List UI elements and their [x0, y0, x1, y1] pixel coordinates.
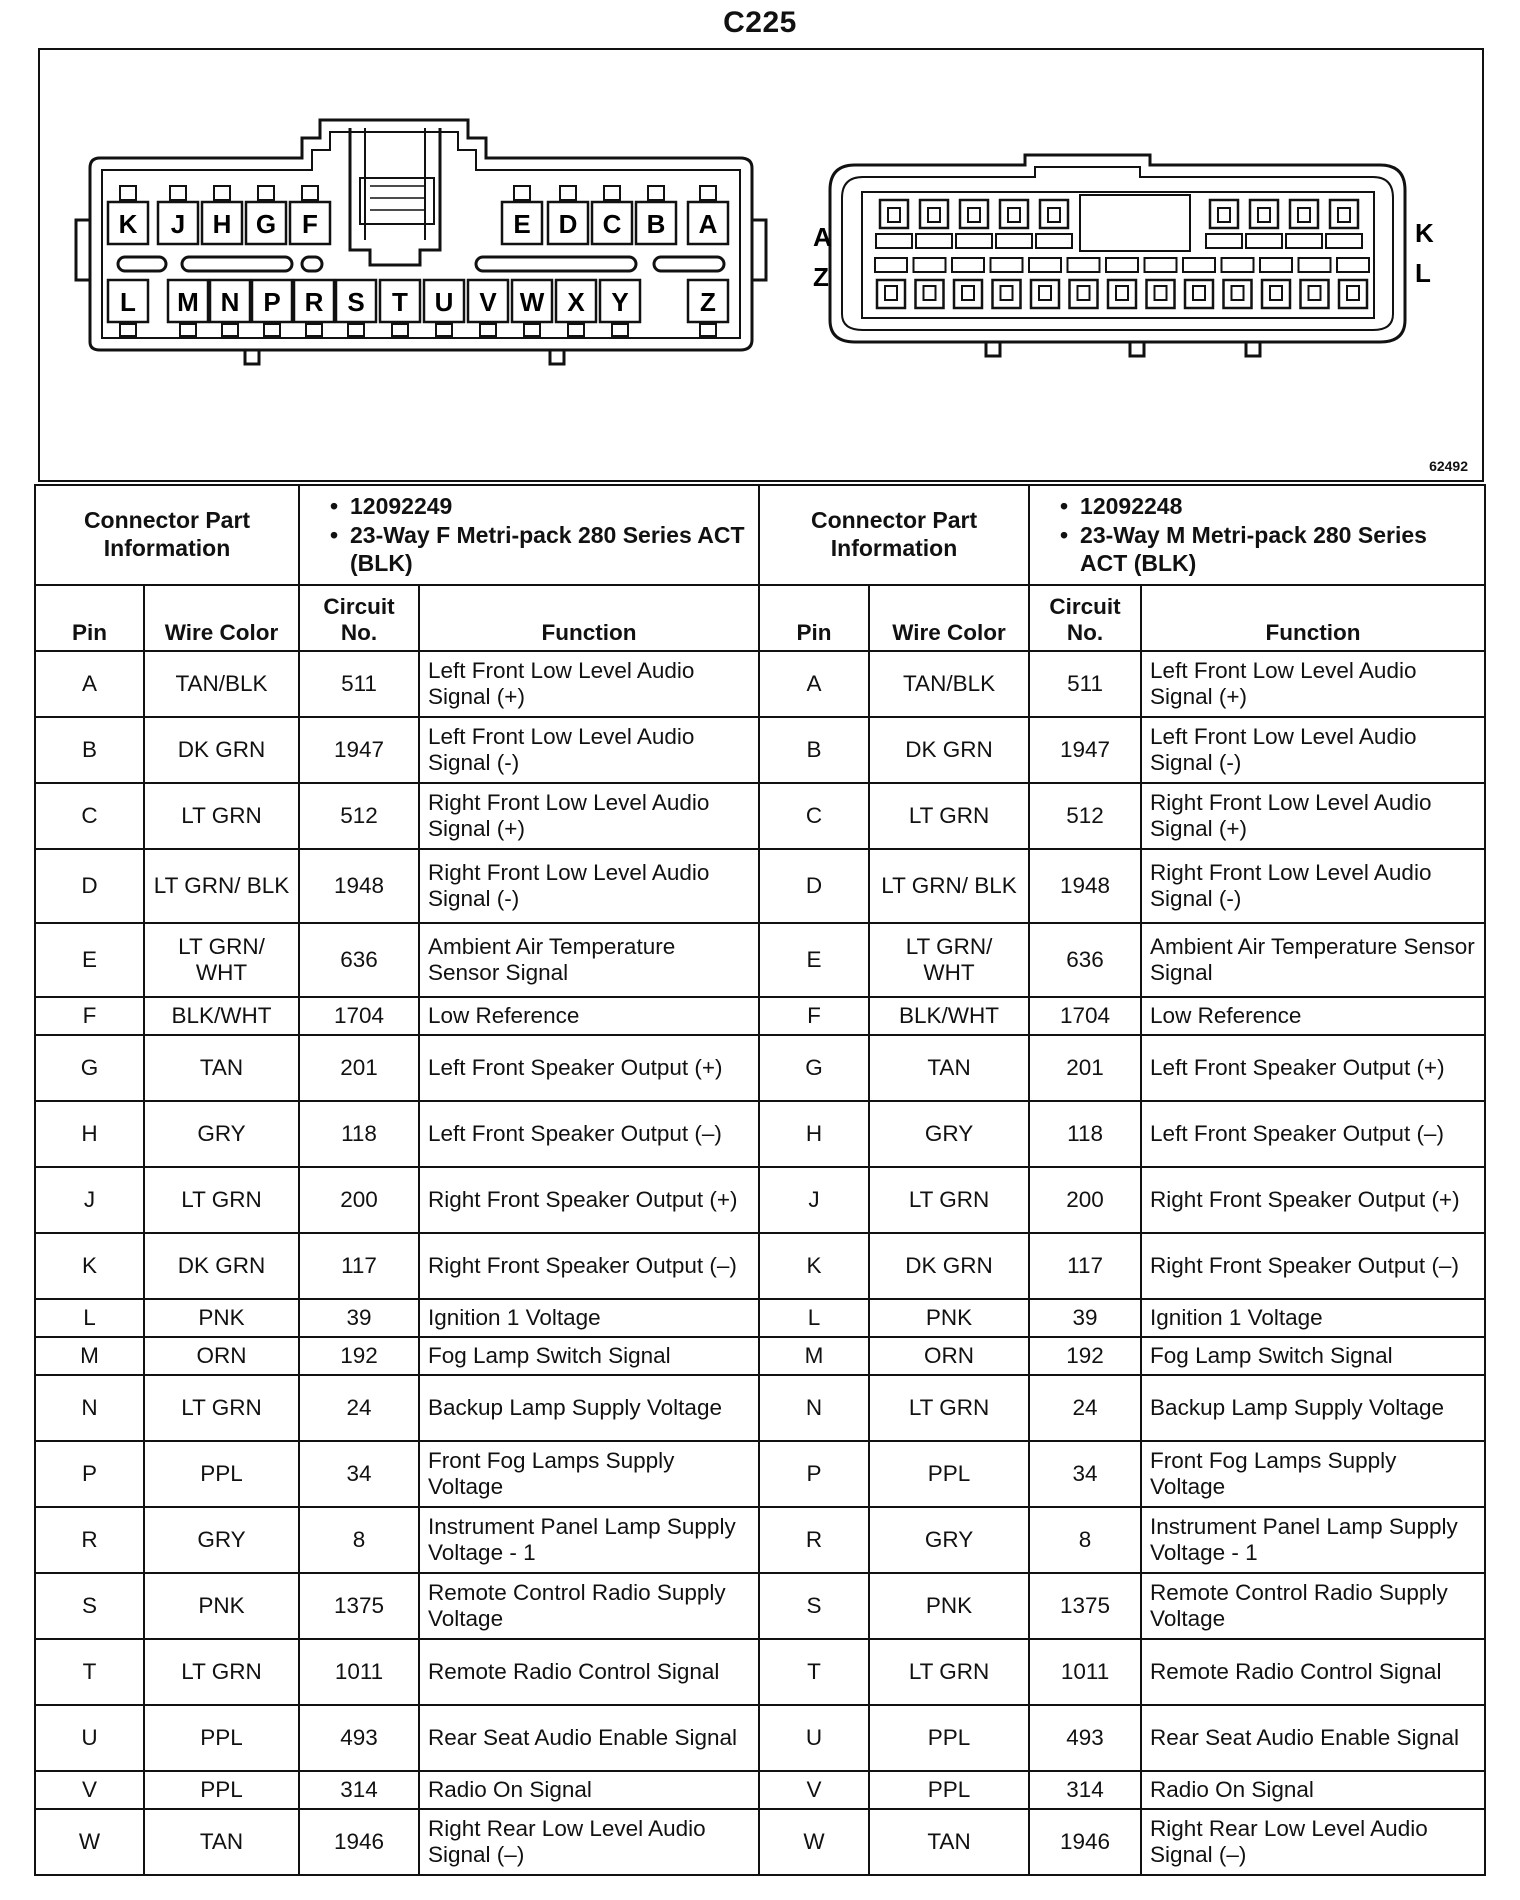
- left-pin-label: V: [479, 287, 497, 317]
- circuit-cell: 1011: [299, 1639, 419, 1705]
- wire-color-cell: DK GRN: [144, 717, 299, 783]
- circuit-cell: 1375: [299, 1573, 419, 1639]
- function-cell: Right Rear Low Level Audio Signal (–): [1141, 1809, 1485, 1875]
- left-pin-cavity: [380, 280, 420, 336]
- function-cell: Left Front Speaker Output (–): [1141, 1101, 1485, 1167]
- left-pin-label: A: [698, 209, 718, 239]
- function-cell: Fog Lamp Switch Signal: [1141, 1337, 1485, 1375]
- circuit-cell: 1946: [1029, 1809, 1141, 1875]
- circuit-cell: 39: [1029, 1299, 1141, 1337]
- pin-cell: V: [759, 1771, 869, 1809]
- table-row: [35, 1337, 1485, 1375]
- figure-id: 62492: [1429, 458, 1468, 474]
- circuit-cell: 636: [299, 923, 419, 997]
- left-pin-cavity: [252, 280, 292, 336]
- wire-color-cell: LT GRN: [869, 1375, 1029, 1441]
- left-pin-cavity: [210, 280, 250, 336]
- circuit-cell: 200: [299, 1167, 419, 1233]
- wire-color-cell: DK GRN: [869, 717, 1029, 783]
- left-pin-label: X: [567, 287, 585, 317]
- circuit-cell: 200: [1029, 1167, 1141, 1233]
- wire-color-cell: PPL: [869, 1441, 1029, 1507]
- pin-cell: W: [759, 1809, 869, 1875]
- pin-cell: D: [759, 849, 869, 923]
- header-circuit-left: Circuit No.: [299, 585, 419, 651]
- function-cell: Left Front Low Level Audio Signal (+): [1141, 651, 1485, 717]
- pin-cell: J: [35, 1167, 144, 1233]
- function-cell: Rear Seat Audio Enable Signal: [419, 1705, 759, 1771]
- circuit-cell: 192: [299, 1337, 419, 1375]
- circuit-cell: 1011: [1029, 1639, 1141, 1705]
- wire-color-cell: PPL: [144, 1771, 299, 1809]
- function-cell: Right Front Low Level Audio Signal (-): [419, 849, 759, 923]
- right-pin-cavity: [956, 200, 992, 248]
- left-pin-label: L: [120, 287, 136, 317]
- pin-cell: F: [759, 997, 869, 1035]
- table-row: [35, 1035, 1485, 1101]
- pin-cell: F: [35, 997, 144, 1035]
- circuit-cell: 1947: [299, 717, 419, 783]
- header-function-right: Function: [1141, 585, 1485, 651]
- pin-cell: S: [35, 1573, 144, 1639]
- table-row: [35, 1441, 1485, 1507]
- pin-cell: U: [759, 1705, 869, 1771]
- left-pin-cavity: [158, 186, 198, 244]
- right-pin-cavity: [996, 200, 1032, 248]
- function-cell: Right Front Low Level Audio Signal (-): [1141, 849, 1485, 923]
- pin-cell: E: [35, 923, 144, 997]
- part-description-left: • 23-Way F Metri-pack 280 Series ACT (BLK): [330, 521, 750, 579]
- header-circuit-right: Circuit No.: [1029, 585, 1141, 651]
- wire-color-cell: TAN: [869, 1035, 1029, 1101]
- connector-title: C225: [723, 6, 797, 39]
- wire-color-cell: GRY: [144, 1507, 299, 1573]
- function-cell: Left Front Low Level Audio Signal (+): [419, 651, 759, 717]
- wire-color-cell: ORN: [869, 1337, 1029, 1375]
- left-pin-label: T: [392, 287, 408, 317]
- table-row: [35, 923, 1485, 997]
- pin-cell: G: [35, 1035, 144, 1101]
- circuit-cell: 117: [299, 1233, 419, 1299]
- circuit-cell: 1704: [1029, 997, 1141, 1035]
- right-label-z: Z: [813, 262, 829, 292]
- function-cell: Right Front Speaker Output (+): [419, 1167, 759, 1233]
- table-row: [35, 651, 1485, 717]
- wire-color-cell: LT GRN: [144, 783, 299, 849]
- pin-cell: K: [759, 1233, 869, 1299]
- right-pin-cavity: [1286, 200, 1322, 248]
- part-info-right: [1029, 485, 1485, 585]
- right-connector-face: [830, 155, 1405, 356]
- table-row: [35, 1101, 1485, 1167]
- part-number-right: • 12092248: [1060, 492, 1476, 521]
- wire-color-cell: GRY: [144, 1101, 299, 1167]
- right-pin-cavity: [1206, 200, 1242, 248]
- right-pin-cavity: [991, 258, 1023, 308]
- left-pin-label: N: [220, 287, 240, 317]
- function-cell: Left Front Speaker Output (+): [419, 1035, 759, 1101]
- wire-color-cell: TAN: [144, 1035, 299, 1101]
- header-wire-color-left: Wire Color: [144, 585, 299, 651]
- pin-cell: L: [759, 1299, 869, 1337]
- table-row: [35, 783, 1485, 849]
- right-pin-cavity: [1222, 258, 1254, 308]
- right-pin-cavity: [1337, 258, 1369, 308]
- right-label-k: K: [1415, 218, 1434, 248]
- wire-color-cell: PPL: [869, 1771, 1029, 1809]
- pin-cell: R: [759, 1507, 869, 1573]
- pin-cell: V: [35, 1771, 144, 1809]
- table-row: [35, 717, 1485, 783]
- wire-color-cell: PPL: [144, 1705, 299, 1771]
- function-cell: Low Reference: [419, 997, 759, 1035]
- wire-color-cell: BLK/WHT: [869, 997, 1029, 1035]
- wire-color-cell: PNK: [869, 1299, 1029, 1337]
- pin-cell: M: [759, 1337, 869, 1375]
- circuit-cell: 1948: [1029, 849, 1141, 923]
- left-pin-cavity: [108, 280, 148, 336]
- circuit-cell: 1946: [299, 1809, 419, 1875]
- function-cell: Low Reference: [1141, 997, 1485, 1035]
- table-row: [35, 1705, 1485, 1771]
- function-cell: Left Front Low Level Audio Signal (-): [1141, 717, 1485, 783]
- pin-cell: T: [35, 1639, 144, 1705]
- pin-cell: N: [35, 1375, 144, 1441]
- pin-cell: M: [35, 1337, 144, 1375]
- function-cell: Backup Lamp Supply Voltage: [1141, 1375, 1485, 1441]
- function-cell: Radio On Signal: [1141, 1771, 1485, 1809]
- circuit-cell: 636: [1029, 923, 1141, 997]
- wire-color-cell: TAN/BLK: [869, 651, 1029, 717]
- left-pin-cavity: [600, 280, 640, 336]
- wire-color-cell: LT GRN/ BLK: [869, 849, 1029, 923]
- function-cell: Instrument Panel Lamp Supply Voltage - 1: [1141, 1507, 1485, 1573]
- wire-color-cell: LT GRN/ WHT: [869, 923, 1029, 997]
- circuit-cell: 201: [299, 1035, 419, 1101]
- circuit-cell: 34: [299, 1441, 419, 1507]
- right-pin-cavity: [952, 258, 984, 308]
- left-pin-label: Y: [611, 287, 629, 317]
- table-row: [35, 1771, 1485, 1809]
- table-row: [35, 1639, 1485, 1705]
- function-cell: Remote Radio Control Signal: [1141, 1639, 1485, 1705]
- function-cell: Radio On Signal: [419, 1771, 759, 1809]
- wire-color-cell: TAN: [869, 1809, 1029, 1875]
- wire-color-cell: TAN/BLK: [144, 651, 299, 717]
- left-pin-cavity: [294, 280, 334, 336]
- wire-color-cell: LT GRN: [144, 1639, 299, 1705]
- circuit-cell: 34: [1029, 1441, 1141, 1507]
- wire-color-cell: ORN: [144, 1337, 299, 1375]
- function-cell: Left Front Speaker Output (–): [419, 1101, 759, 1167]
- left-pin-cavity: [688, 186, 728, 244]
- circuit-cell: 192: [1029, 1337, 1141, 1375]
- pin-cell: G: [759, 1035, 869, 1101]
- wire-color-cell: LT GRN/ WHT: [144, 923, 299, 997]
- function-cell: Remote Radio Control Signal: [419, 1639, 759, 1705]
- left-pin-label: R: [304, 287, 324, 317]
- function-cell: Ambient Air Temperature Sensor Signal: [419, 923, 759, 997]
- table-row: [35, 1167, 1485, 1233]
- pin-cell: S: [759, 1573, 869, 1639]
- wire-color-cell: DK GRN: [144, 1233, 299, 1299]
- pin-cell: W: [35, 1809, 144, 1875]
- table-row: [35, 1507, 1485, 1573]
- circuit-cell: 1704: [299, 997, 419, 1035]
- wire-color-cell: PPL: [144, 1441, 299, 1507]
- right-pin-cavity: [1260, 258, 1292, 308]
- right-label-a: A: [813, 222, 832, 252]
- table-row: [35, 1233, 1485, 1299]
- function-cell: Instrument Panel Lamp Supply Voltage - 1: [419, 1507, 759, 1573]
- circuit-cell: 24: [299, 1375, 419, 1441]
- pin-cell: B: [35, 717, 144, 783]
- left-pin-cavity: [424, 280, 464, 336]
- left-pin-label: Z: [700, 287, 716, 317]
- pinout-table: [34, 484, 1486, 1876]
- left-pin-cavity: [290, 186, 330, 244]
- right-pin-cavity: [1299, 258, 1331, 308]
- function-cell: Ignition 1 Voltage: [1141, 1299, 1485, 1337]
- pin-cell: N: [759, 1375, 869, 1441]
- pin-cell: A: [759, 651, 869, 717]
- table-row: [35, 1299, 1485, 1337]
- left-pin-label: D: [558, 209, 578, 239]
- wire-color-cell: LT GRN/ BLK: [144, 849, 299, 923]
- part-info-label-right: Connector Part Information: [759, 485, 1029, 585]
- wire-color-cell: LT GRN: [869, 783, 1029, 849]
- circuit-cell: 118: [299, 1101, 419, 1167]
- circuit-cell: 512: [299, 783, 419, 849]
- left-pin-label: P: [263, 287, 281, 317]
- circuit-cell: 511: [1029, 651, 1141, 717]
- circuit-cell: 314: [1029, 1771, 1141, 1809]
- function-cell: Remote Control Radio Supply Voltage: [419, 1573, 759, 1639]
- left-pin-label: S: [347, 287, 365, 317]
- left-pin-label: M: [177, 287, 199, 317]
- function-cell: Right Front Low Level Audio Signal (+): [419, 783, 759, 849]
- part-description-right: • 23-Way M Metri-pack 280 Series ACT (BLK): [1060, 521, 1476, 579]
- function-cell: Right Front Low Level Audio Signal (+): [1141, 783, 1485, 849]
- left-pin-cavity: [202, 186, 242, 244]
- circuit-cell: 117: [1029, 1233, 1141, 1299]
- table-row: [35, 1573, 1485, 1639]
- left-pin-cavity: [512, 280, 552, 336]
- wire-color-cell: LT GRN: [869, 1167, 1029, 1233]
- right-pin-cavity: [1036, 200, 1072, 248]
- left-pin-cavity: [336, 280, 376, 336]
- function-cell: Front Fog Lamps Supply Voltage: [419, 1441, 759, 1507]
- table-row: [35, 1375, 1485, 1441]
- left-pin-label: G: [255, 209, 277, 239]
- left-pin-cavity: [468, 280, 508, 336]
- pin-cell: A: [35, 651, 144, 717]
- pin-cell: K: [35, 1233, 144, 1299]
- left-pin-cavity: [688, 280, 728, 336]
- function-cell: Fog Lamp Switch Signal: [419, 1337, 759, 1375]
- pin-cell: E: [759, 923, 869, 997]
- wire-color-cell: PPL: [869, 1705, 1029, 1771]
- pin-cell: J: [759, 1167, 869, 1233]
- pin-cell: T: [759, 1639, 869, 1705]
- wire-color-cell: GRY: [869, 1507, 1029, 1573]
- pin-cell: C: [759, 783, 869, 849]
- right-pin-cavity: [1183, 258, 1215, 308]
- right-pin-cavity: [1068, 258, 1100, 308]
- table-row: [35, 849, 1485, 923]
- pin-cell: B: [759, 717, 869, 783]
- left-pin-cavity: [592, 186, 632, 244]
- wire-color-cell: LT GRN: [144, 1167, 299, 1233]
- pin-cell: P: [35, 1441, 144, 1507]
- right-pin-cavity: [1246, 200, 1282, 248]
- right-pin-cavity: [875, 258, 907, 308]
- right-pin-cavity: [1145, 258, 1177, 308]
- table-row: [35, 997, 1485, 1035]
- right-connector-pins: [875, 200, 1369, 308]
- right-label-l: L: [1415, 258, 1431, 288]
- left-pin-label: C: [602, 209, 622, 239]
- circuit-cell: 24: [1029, 1375, 1141, 1441]
- part-number-left: • 12092249: [330, 492, 750, 521]
- wire-color-cell: DK GRN: [869, 1233, 1029, 1299]
- wire-color-cell: PNK: [144, 1299, 299, 1337]
- header-pin-right: Pin: [759, 585, 869, 651]
- left-pin-label: K: [118, 209, 138, 239]
- left-pin-cavity: [556, 280, 596, 336]
- wire-color-cell: PNK: [144, 1573, 299, 1639]
- pin-cell: C: [35, 783, 144, 849]
- pin-cell: U: [35, 1705, 144, 1771]
- left-pin-label: B: [646, 209, 666, 239]
- pin-cell: P: [759, 1441, 869, 1507]
- circuit-cell: 511: [299, 651, 419, 717]
- wire-color-cell: GRY: [869, 1101, 1029, 1167]
- circuit-cell: 512: [1029, 783, 1141, 849]
- right-pin-cavity: [1326, 200, 1362, 248]
- right-pin-cavity: [1029, 258, 1061, 308]
- function-cell: Right Front Speaker Output (+): [1141, 1167, 1485, 1233]
- circuit-cell: 118: [1029, 1101, 1141, 1167]
- function-cell: Ambient Air Temperature Sensor Signal: [1141, 923, 1485, 997]
- circuit-cell: 1947: [1029, 717, 1141, 783]
- header-function-left: Function: [419, 585, 759, 651]
- function-cell: Backup Lamp Supply Voltage: [419, 1375, 759, 1441]
- pin-cell: L: [35, 1299, 144, 1337]
- circuit-cell: 314: [299, 1771, 419, 1809]
- left-pin-cavity: [168, 280, 208, 336]
- left-pin-label: H: [212, 209, 232, 239]
- wire-color-cell: LT GRN: [869, 1639, 1029, 1705]
- function-cell: Left Front Low Level Audio Signal (-): [419, 717, 759, 783]
- part-info-left: [299, 485, 759, 585]
- circuit-cell: 1948: [299, 849, 419, 923]
- left-pin-label: J: [170, 209, 186, 239]
- left-pin-cavity: [246, 186, 286, 244]
- function-cell: Rear Seat Audio Enable Signal: [1141, 1705, 1485, 1771]
- part-info-row: [35, 485, 1485, 585]
- left-pin-cavity: [548, 186, 588, 244]
- wire-color-cell: LT GRN: [144, 1375, 299, 1441]
- circuit-cell: 1375: [1029, 1573, 1141, 1639]
- circuit-cell: 493: [1029, 1705, 1141, 1771]
- connector-diagram-svg: [40, 50, 1482, 480]
- function-cell: Right Rear Low Level Audio Signal (–): [419, 1809, 759, 1875]
- circuit-cell: 8: [299, 1507, 419, 1573]
- pin-cell: H: [35, 1101, 144, 1167]
- pin-cell: H: [759, 1101, 869, 1167]
- left-pin-label: E: [513, 209, 531, 239]
- left-pin-label: F: [302, 209, 318, 239]
- function-cell: Right Front Speaker Output (–): [1141, 1233, 1485, 1299]
- wire-color-cell: TAN: [144, 1809, 299, 1875]
- wire-color-cell: BLK/WHT: [144, 997, 299, 1035]
- function-cell: Front Fog Lamps Supply Voltage: [1141, 1441, 1485, 1507]
- table-row: [35, 1809, 1485, 1875]
- right-pin-cavity: [914, 258, 946, 308]
- wire-color-cell: PNK: [869, 1573, 1029, 1639]
- pin-cell: R: [35, 1507, 144, 1573]
- function-cell: Left Front Speaker Output (+): [1141, 1035, 1485, 1101]
- pin-cell: D: [35, 849, 144, 923]
- left-pin-label: U: [434, 287, 454, 317]
- function-cell: Ignition 1 Voltage: [419, 1299, 759, 1337]
- right-pin-cavity: [876, 200, 912, 248]
- header-pin-left: Pin: [35, 585, 144, 651]
- circuit-cell: 39: [299, 1299, 419, 1337]
- right-pin-cavity: [1106, 258, 1138, 308]
- left-pin-cavity: [636, 186, 676, 244]
- circuit-cell: 201: [1029, 1035, 1141, 1101]
- function-cell: Remote Control Radio Supply Voltage: [1141, 1573, 1485, 1639]
- left-pin-cavity: [108, 186, 148, 244]
- header-wire-color-right: Wire Color: [869, 585, 1029, 651]
- circuit-cell: 493: [299, 1705, 419, 1771]
- connector-diagram: [38, 48, 1484, 482]
- part-info-label-left: Connector Part Information: [35, 485, 299, 585]
- left-pin-label: W: [519, 287, 545, 317]
- column-header-row: [35, 585, 1485, 651]
- function-cell: Right Front Speaker Output (–): [419, 1233, 759, 1299]
- right-pin-cavity: [916, 200, 952, 248]
- left-pin-cavity: [502, 186, 542, 244]
- circuit-cell: 8: [1029, 1507, 1141, 1573]
